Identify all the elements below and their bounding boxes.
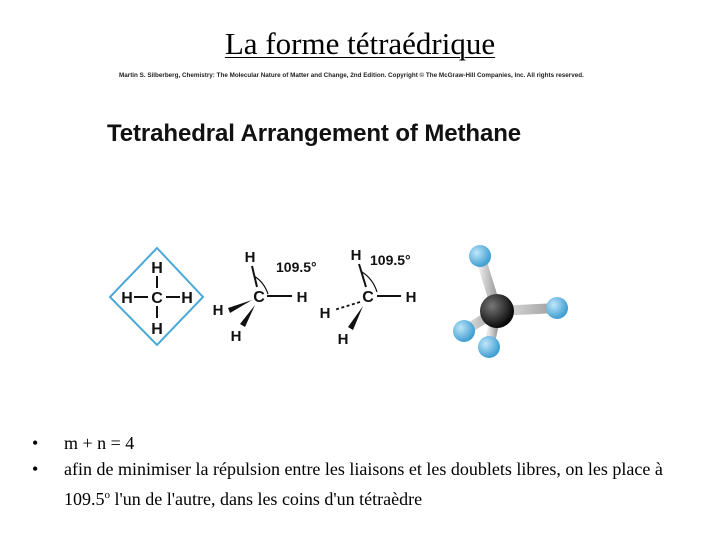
w2-angle: 109.5° (370, 252, 411, 268)
hydrogen-atom-right (546, 297, 568, 319)
bullet-dot: • (32, 459, 39, 479)
lewis-c: C (151, 290, 163, 307)
figure-title: Tetrahedral Arrangement of Methane (107, 120, 522, 147)
hydrogen-atom-bottom (478, 336, 500, 358)
lewis-h-left: H (121, 290, 133, 307)
hydrogen-atom-top (469, 245, 491, 267)
w1-h-left: H (212, 302, 224, 319)
w2-c: C (362, 289, 374, 306)
lewis-h-bottom: H (151, 321, 163, 338)
w1-h-bottom: H (230, 328, 242, 345)
w1-h-top: H (244, 249, 256, 266)
lewis-h-right: H (181, 290, 193, 307)
wedge-structure-2 (320, 247, 417, 348)
carbon-atom (480, 294, 514, 328)
w2-h-left: H (319, 305, 331, 322)
w1-c: C (253, 289, 265, 306)
bullet-list (32, 430, 692, 512)
slide-title: La forme tétraédrique (224, 26, 496, 61)
w2-h-bottom: H (337, 331, 349, 348)
copyright-credit: Martin S. Silberberg, Chemistry: The Molecular Nature of Matter and Change, 2nd Edition. Copyright © The McGraw-Hill Companies, Inc. All rights reserved. (119, 72, 584, 79)
w1-h-right: H (296, 289, 308, 306)
ball-stick-model (453, 245, 568, 358)
bullet-text: m + n = 4 (64, 433, 135, 453)
bullet-text-part-2: l'un de l'autre, dans les coins d'un tétraèdre (110, 489, 423, 509)
wedge-structure-1 (213, 249, 317, 345)
hydrogen-atom-left (453, 320, 475, 342)
lewis-h-top: H (151, 260, 163, 277)
w2-h-top: H (350, 247, 362, 264)
bullet-item-1 (32, 430, 692, 456)
w1-angle: 109.5° (276, 259, 317, 275)
bullet-item-2 (32, 456, 692, 512)
degree-sup: o (104, 489, 110, 501)
lewis-structure (110, 248, 203, 345)
w2-h-right: H (405, 289, 417, 306)
bullet-dot: • (32, 433, 39, 453)
bullet-text-part-1: afin de minimiser la répulsion entre les liaisons et les doublets libres, on les place à 109.5 (64, 459, 663, 509)
